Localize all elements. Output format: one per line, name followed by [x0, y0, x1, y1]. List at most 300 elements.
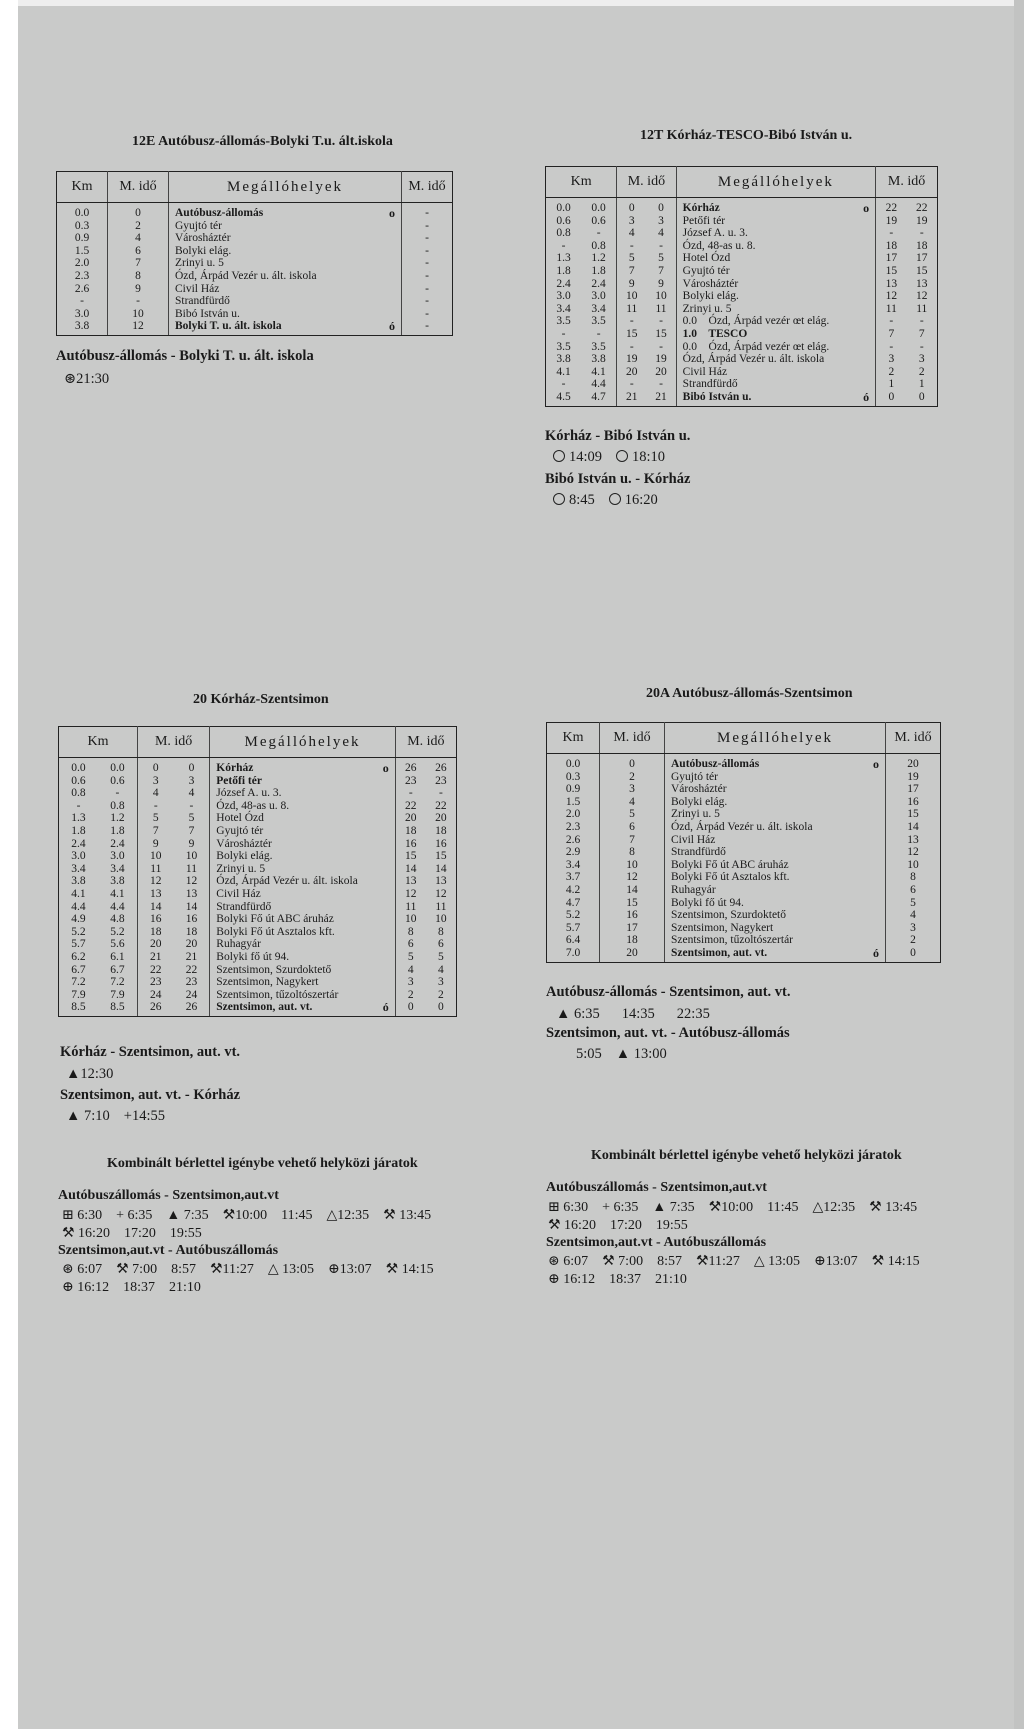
departure-time: ⊕13:07	[814, 1254, 858, 1269]
return-time-cell: 13	[876, 278, 907, 291]
time-cell: 10	[174, 850, 210, 863]
return-time-cell: -	[402, 203, 453, 220]
return-time-cell: 8	[426, 926, 457, 939]
km-cell: 0.3	[547, 771, 600, 784]
table-row	[546, 328, 938, 341]
return-time-cell: 3	[886, 922, 941, 935]
time-cell: 4	[628, 227, 635, 240]
return-time-cell: -	[876, 227, 907, 240]
km-cell: -	[546, 378, 582, 391]
route-line	[857, 278, 876, 291]
stop-name: Zrinyi u. 5	[175, 257, 224, 270]
km-cell: -	[546, 240, 582, 253]
return-time-cell: 7	[876, 328, 907, 341]
time-cell: 3	[628, 214, 635, 227]
table-row	[547, 859, 941, 872]
return-time-cell: 10	[426, 913, 457, 926]
time-cell: 5	[646, 252, 676, 265]
km-cell: 6.1	[98, 951, 137, 964]
departure-time: ⊛ 6:07	[62, 1262, 103, 1277]
stop-name: 0.0 Ózd, Árpád vezér œt elág.	[682, 315, 830, 328]
return-time-cell: 12	[876, 290, 907, 303]
return-time-cell: 8	[886, 871, 941, 884]
time-cell: -	[174, 800, 210, 813]
table-row	[57, 270, 453, 283]
km-cell: 1.5	[547, 796, 600, 809]
time-cell: 0	[646, 198, 676, 215]
ring-icon	[553, 493, 565, 505]
km-cell: 3.0	[98, 850, 137, 863]
route-line	[857, 240, 876, 253]
combo-left-route1: Autóbuszállomás - Szentsimon,aut.vt	[58, 1188, 279, 1203]
table-row	[546, 278, 938, 291]
departure-time: 17:20	[609, 1218, 642, 1233]
time-cell: 22	[174, 964, 210, 977]
departure-time: 14:35	[621, 1006, 655, 1022]
departure-time: +14:55	[123, 1108, 165, 1124]
departures-12t-outbound	[553, 449, 679, 466]
return-time-cell: 2	[876, 366, 907, 379]
route-line	[867, 834, 886, 847]
return-time-cell: 13	[395, 875, 426, 888]
table-row	[59, 758, 457, 775]
route-line	[377, 938, 396, 951]
route-line	[867, 859, 886, 872]
time-cell: 14	[600, 884, 665, 897]
km-cell: 4.1	[98, 888, 137, 901]
km-cell: 3.8	[59, 875, 98, 888]
return-time-cell: 6	[395, 938, 426, 951]
return-time-cell: 5	[886, 897, 941, 910]
time-cell: 7	[628, 264, 635, 277]
km-cell: 0.9	[547, 783, 600, 796]
return-time-cell: 20	[886, 754, 941, 771]
km-cell: 4.4	[98, 901, 137, 914]
stop-name: Szentsimon, tűzoltószertár	[216, 988, 339, 1001]
departure-time: 8:45	[569, 492, 595, 508]
time-cell: 3	[174, 775, 210, 788]
time-cell: 6	[600, 821, 665, 834]
stop-name: Szentsimon, Szurdoktető	[216, 963, 332, 976]
time-cell: 13	[150, 887, 162, 900]
departures-20a-return	[576, 1046, 667, 1063]
table-row	[546, 265, 938, 278]
table-row	[59, 989, 457, 1002]
time-cell: -	[629, 239, 634, 252]
col-km: Km	[59, 727, 138, 758]
km-cell: 8.5	[98, 1001, 137, 1016]
km-cell: 4.4	[581, 378, 617, 391]
time-cell: 24	[174, 989, 210, 1002]
time-cell: 21	[150, 950, 162, 963]
return-time-cell: 16	[395, 838, 426, 851]
col-return-time: M. idő	[886, 723, 941, 754]
return-time-cell: 23	[426, 775, 457, 788]
km-cell: 0.6	[546, 215, 582, 228]
return-time-cell: 22	[907, 198, 938, 215]
time-cell: 23	[174, 976, 210, 989]
table-row	[546, 366, 938, 379]
stop-name: Zrinyi u. 5	[682, 302, 732, 315]
return-time-cell: 22	[876, 198, 907, 215]
stop-name: Bolyki fő út 94.	[216, 950, 290, 963]
return-time-cell: 1	[876, 378, 907, 391]
return-time-cell: 14	[395, 863, 426, 876]
time-cell: 14	[150, 900, 162, 913]
timetable-12e-title: 12E Autóbusz-állomás-Bolyki T.u. ált.iskola	[132, 134, 393, 149]
time-cell: 22	[150, 963, 162, 976]
return-time-cell: -	[426, 787, 457, 800]
return-time-cell: 14	[886, 821, 941, 834]
departure-time: ⚒ 14:15	[871, 1254, 920, 1269]
time-cell: 18	[600, 934, 665, 947]
ring-icon	[553, 450, 565, 462]
km-cell: 0.0	[581, 198, 617, 215]
return-time-cell: 26	[395, 758, 426, 775]
route-line	[867, 846, 886, 859]
return-time-cell: -	[402, 245, 453, 258]
km-cell: -	[546, 328, 582, 341]
table-row	[59, 875, 457, 888]
stop-name: Autóbusz-állomás	[671, 758, 760, 770]
route-line	[377, 976, 396, 989]
route-12t-return: Bibó István u. - Kórház	[545, 471, 691, 487]
return-time-cell: 4	[886, 909, 941, 922]
table-row	[59, 838, 457, 851]
km-cell: 3.5	[546, 341, 582, 354]
stop-name: Városháztér	[682, 277, 739, 290]
route-line	[857, 252, 876, 265]
table-row	[57, 295, 453, 308]
departure-time: ⊕13:07	[328, 1262, 372, 1277]
time-cell: 24	[150, 988, 162, 1001]
stop-name: Kórház	[682, 202, 720, 214]
return-time-cell: 26	[426, 758, 457, 775]
time-cell: 7	[600, 834, 665, 847]
return-time-cell: 13	[907, 278, 938, 291]
table-row	[59, 938, 457, 951]
km-cell: 4.1	[581, 366, 617, 379]
km-cell: 4.5	[546, 391, 582, 406]
return-time-cell: 22	[395, 800, 426, 813]
route-end-icon: ó	[377, 1001, 396, 1016]
table-row	[546, 353, 938, 366]
return-time-cell: 3	[876, 353, 907, 366]
stop-name: Bolyki Fő út ABC áruház	[216, 913, 334, 926]
time-cell: 9	[646, 278, 676, 291]
km-cell: 7.0	[547, 947, 600, 962]
route-line	[383, 257, 402, 270]
km-cell: 0.6	[98, 775, 137, 788]
km-cell: 3.8	[98, 875, 137, 888]
table-row	[547, 846, 941, 859]
return-time-cell: 17	[876, 252, 907, 265]
route-line	[867, 884, 886, 897]
km-cell: 4.4	[59, 901, 98, 914]
scan-right-edge	[1014, 0, 1024, 1729]
stop-name: Gyujtó tér	[216, 824, 264, 837]
return-time-cell: 17	[907, 252, 938, 265]
km-cell: 1.8	[546, 265, 582, 278]
route-line	[857, 315, 876, 328]
route-line	[383, 270, 402, 283]
km-cell: 3.7	[547, 871, 600, 884]
km-cell: 2.4	[59, 838, 98, 851]
col-stops: Megállóhelyek	[169, 172, 402, 203]
time-cell: 16	[174, 913, 210, 926]
stop-name: Ózd, Árpád Vezér u. ált. iskola	[175, 269, 317, 282]
stop-name: Városháztér	[175, 232, 231, 245]
departure-time: ⚒10:00	[222, 1208, 268, 1223]
time-cell: 3	[600, 783, 665, 796]
departure-time: 18:37	[609, 1272, 642, 1287]
departure-time: ⚒ 7:00	[602, 1254, 644, 1269]
return-time-cell: -	[402, 308, 453, 321]
time-cell: 12	[150, 875, 162, 888]
route-line	[377, 951, 396, 964]
table-row	[546, 215, 938, 228]
route-line	[857, 215, 876, 228]
route-12t-outbound: Kórház - Bibó István u.	[545, 428, 691, 444]
km-cell: 7.2	[98, 976, 137, 989]
col-stops: Megállóhelyek	[676, 167, 875, 198]
combo-left-title: Kombinált bérlettel igénybe vehető helyközi járatok	[107, 1156, 418, 1171]
departure-time: ⊕ 16:12	[548, 1272, 596, 1287]
return-time-cell: -	[876, 315, 907, 328]
table-row	[547, 934, 941, 947]
route-start-icon: o	[873, 757, 879, 771]
time-cell: 7	[108, 257, 169, 270]
time-cell: 9	[108, 283, 169, 296]
stop-name: Szentsimon, Nagykert	[671, 921, 774, 934]
km-cell: 0.3	[57, 220, 108, 233]
table-row	[547, 922, 941, 935]
col-km: Km	[57, 172, 108, 203]
km-cell: 5.7	[547, 922, 600, 935]
stop-name: Gyujtó tér	[682, 264, 730, 277]
table-row	[59, 888, 457, 901]
table-row	[546, 227, 938, 240]
km-cell: 6.2	[59, 951, 98, 964]
route-line	[857, 227, 876, 240]
route-end-icon: ó	[857, 391, 876, 406]
route-line	[857, 341, 876, 354]
route-20a-outbound: Autóbusz-állomás - Szentsimon, aut. vt.	[546, 984, 791, 1000]
route-line	[377, 888, 396, 901]
time-cell: -	[108, 295, 169, 308]
route-line	[383, 295, 402, 308]
stop-name: Városháztér	[216, 837, 272, 850]
stop-name: Bolyki T. u. ált. iskola	[169, 320, 384, 335]
route-line	[377, 964, 396, 977]
km-cell: 3.5	[581, 341, 617, 354]
table-row	[59, 825, 457, 838]
departure-time: ⚒10:00	[708, 1200, 754, 1215]
time-cell: 10	[600, 859, 665, 872]
return-time-cell: 19	[907, 215, 938, 228]
departure-time: 11:45	[281, 1208, 313, 1223]
time-cell: 20	[600, 947, 665, 962]
col-time: M. idő	[600, 723, 665, 754]
return-time-cell: 19	[876, 215, 907, 228]
return-time-cell: 4	[395, 964, 426, 977]
return-time-cell: 13	[886, 834, 941, 847]
km-cell: 3.4	[547, 859, 600, 872]
return-time-cell: 10	[886, 859, 941, 872]
time-cell: 12	[600, 871, 665, 884]
stop-name: Ózd, 48-as u. 8.	[682, 239, 756, 252]
departure-time: 22:35	[676, 1006, 710, 1022]
departure-time: 11:45	[767, 1200, 799, 1215]
departure-time: ⚒ 16:20	[62, 1226, 110, 1241]
time-cell: 26	[137, 1001, 173, 1016]
col-time: M. idő	[108, 172, 169, 203]
return-time-cell: 2	[426, 989, 457, 1002]
km-cell: 2.4	[546, 278, 582, 291]
return-time-cell: -	[402, 320, 453, 335]
stop-name: Civil Ház	[682, 365, 728, 378]
departure-time: ▲12:30	[66, 1066, 114, 1082]
return-time-cell: 11	[426, 901, 457, 914]
return-time-cell: 0	[907, 391, 938, 406]
time-cell: 10	[150, 850, 162, 863]
table-row	[57, 257, 453, 270]
time-cell: 4	[646, 227, 676, 240]
stop-name: Bolyki elág.	[671, 795, 728, 808]
table-row	[546, 315, 938, 328]
return-time-cell: 2	[907, 366, 938, 379]
departure-time: ⚒ 16:20	[548, 1218, 596, 1233]
time-cell: 18	[150, 925, 162, 938]
km-cell: 1.3	[59, 812, 98, 825]
time-cell: 11	[626, 302, 638, 315]
departure-time: ▲ 6:35	[556, 1006, 600, 1022]
km-cell: 2.9	[547, 846, 600, 859]
route-line	[377, 800, 396, 813]
time-cell: 7	[646, 265, 676, 278]
km-cell: -	[57, 295, 108, 308]
km-cell: 4.9	[59, 913, 98, 926]
departure-time: △ 13:05	[267, 1262, 315, 1277]
km-cell: -	[59, 800, 98, 813]
time-cell: 21	[617, 391, 647, 406]
km-cell: 5.2	[98, 926, 137, 939]
stop-name: Bolyki elág.	[682, 290, 739, 303]
col-return-time: M. idő	[402, 172, 453, 203]
time-cell: 9	[174, 838, 210, 851]
scan-top-edge	[0, 0, 1024, 6]
table-row	[57, 220, 453, 233]
km-cell: 4.8	[98, 913, 137, 926]
return-time-cell: -	[402, 283, 453, 296]
route-line	[377, 838, 396, 851]
route-line	[867, 821, 886, 834]
time-cell: -	[153, 799, 158, 812]
time-cell: 0	[174, 758, 210, 775]
return-time-cell: 6	[426, 938, 457, 951]
stop-name: József A. u. 3.	[682, 227, 748, 240]
km-cell: 3.8	[57, 320, 108, 335]
km-cell: 0.0	[59, 758, 98, 775]
stop-name: Gyujtó tér	[671, 770, 718, 783]
combo-left-line2	[62, 1225, 216, 1242]
departure-time: 18:37	[123, 1280, 156, 1295]
table-row	[547, 808, 941, 821]
col-stops: Megállóhelyek	[665, 723, 886, 754]
departure-time: 5:05	[576, 1046, 602, 1062]
time-cell: 20	[174, 938, 210, 951]
departure-time: △12:35	[812, 1200, 856, 1215]
departures-12e	[64, 371, 109, 388]
time-cell: -	[646, 315, 676, 328]
return-time-cell: 11	[395, 901, 426, 914]
time-cell: 19	[626, 353, 638, 366]
departure-time: 17:20	[123, 1226, 156, 1241]
departure-time: ⊞ 6:30	[62, 1208, 103, 1223]
km-cell: 4.1	[59, 888, 98, 901]
stop-name: Ruhagyár	[216, 938, 261, 951]
table-row	[57, 245, 453, 258]
table-row	[547, 771, 941, 784]
stop-name: Civil Ház	[175, 282, 220, 295]
table-row	[57, 283, 453, 296]
route-line	[857, 353, 876, 366]
time-cell: -	[646, 378, 676, 391]
stop-name: Ózd, Árpád Vezér u. ált. iskola	[682, 353, 825, 366]
km-cell: 8.5	[59, 1001, 98, 1016]
combo-right-title: Kombinált bérlettel igénybe vehető helyközi járatok	[591, 1148, 902, 1163]
route-line	[377, 787, 396, 800]
stop-name: Városháztér	[671, 783, 727, 796]
return-time-cell: 22	[426, 800, 457, 813]
km-cell: 6.7	[98, 964, 137, 977]
time-cell: -	[629, 315, 634, 328]
time-cell: 16	[600, 909, 665, 922]
route-line	[867, 897, 886, 910]
departures-20a-outbound	[556, 1006, 710, 1023]
route-20-outbound: Kórház - Szentsimon, aut. vt.	[60, 1044, 241, 1060]
return-time-cell: 1	[907, 378, 938, 391]
time-cell: 15	[646, 328, 676, 341]
time-cell: 5	[174, 812, 210, 825]
time-cell: -	[629, 378, 634, 391]
combo-left-line4	[62, 1279, 215, 1296]
time-cell: 0	[152, 762, 159, 774]
km-cell: 0.8	[581, 240, 617, 253]
stop-name: Szentsimon, aut. vt.	[210, 1001, 377, 1016]
return-time-cell: 12	[395, 888, 426, 901]
stop-name: Ózd, 48-as u. 8.	[216, 799, 290, 812]
km-cell: 0.0	[546, 198, 582, 215]
time-cell: 10	[108, 308, 169, 321]
departure-time: 16:20	[624, 492, 658, 508]
route-line	[383, 220, 402, 233]
departure-time: 21:10	[655, 1272, 687, 1287]
return-time-cell: -	[402, 270, 453, 283]
km-cell: 2.6	[57, 283, 108, 296]
km-cell: 0.9	[57, 232, 108, 245]
departure-time: ▲ 7:35	[652, 1200, 695, 1215]
stop-name: Zrinyi u. 5	[216, 862, 266, 875]
departure-time: 19:55	[655, 1218, 688, 1233]
table-row	[547, 796, 941, 809]
time-cell: 7	[152, 824, 159, 837]
route-line	[377, 825, 396, 838]
stop-name: 0.0 Ózd, Árpád vezér œt elág.	[682, 340, 830, 353]
route-line	[377, 863, 396, 876]
km-cell: 2.0	[57, 257, 108, 270]
return-time-cell: 7	[907, 328, 938, 341]
